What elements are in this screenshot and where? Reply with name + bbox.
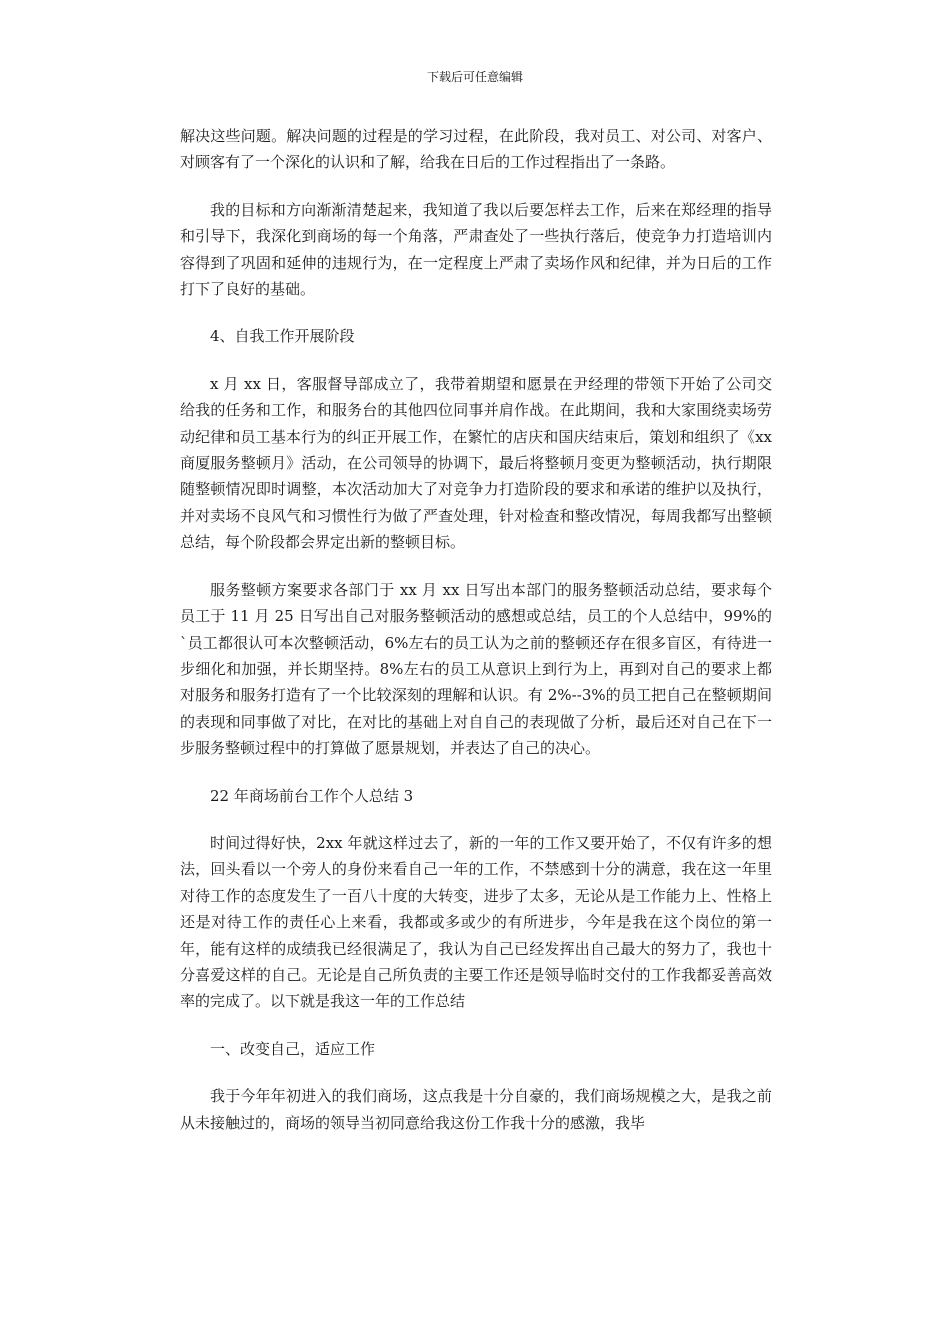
paragraph: x 月 xx 日，客服督导部成立了，我带着期望和愿景在尹经理的带领下开始了公司交给我的任务和工作，和服务台的其他四位同事并肩作战。在此期间，我和大家围绕卖场劳动纪律和员工基本行为的纠正开展工作，在繁忙的店庆和国庆结束后，策划和组织了《xx 商厦服务整顿月》活动，在公司领导的协调下，最后将整顿月变更为整顿活动，执行期限随整顿情况即时调整，本次活动加大了对竞争力打造阶段的要求和承诺的维护以及执行，并对卖场不良风气和习惯性行为做了严查处理，针对检查和整改情况，每周我都写出整顿总结，每个阶段都会界定出新的整顿目标。 (180, 374, 772, 552)
section-heading: 一、改变自己，适应工作 (210, 1039, 376, 1058)
section-heading: 22 年商场前台工作个人总结 3 (210, 786, 414, 805)
paragraph: 我于今年年初进入的我们商场，这点我是十分自豪的，我们商场规模之大，是我之前从未接触过的，商场的领导当初同意给我这份工作我十分的感激，我毕 (180, 1087, 772, 1132)
page-header (0, 68, 950, 85)
section-heading: 4、自我工作开展阶段 (210, 327, 355, 346)
header-title: 下载后可任意编辑 (426, 70, 523, 84)
document-body (180, 123, 772, 1157)
paragraph: 解决这些问题。解决问题的过程是的学习过程，在此阶段，我对员工、对公司、对客户、对顾客有了一个深化的认识和了解，给我在日后的工作过程指出了一条路。 (180, 127, 772, 172)
paragraph: 时间过得好快，2xx 年就这样过去了，新的一年的工作又要开始了，不仅有许多的想法，回头看以一个旁人的身份来看自己一年的工作，不禁感到十分的满意，我在这一年里对待工作的态度发生了一百八十度的大转变，进步了太多，无论从是工作能力上、性格上还是对待工作的责任心上来看，我都或多或少的有所进步，今年是我在这个岗位的第一年，能有这样的成绩我已经很满足了，我认为自己已经发挥出自己最大的努力了，我也十分喜爱这样的自己。无论是自己所负责的主要工作还是领导临时交付的工作我都妥善高效率的完成了。以下就是我这一年的工作总结 (180, 833, 772, 1011)
paragraph: 服务整顿方案要求各部门于 xx 月 xx 日写出本部门的服务整顿活动总结，要求每个员工于 11 月 25 日写出自己对服务整顿活动的感想或总结，员工的个人总结中，99%的`员工都很认可本次整顿活动，6%左右的员工认为之前的整顿还存在很多盲区，有待进一步细化和加强，并长期坚持。8%左右的员工从意识上到行为上，再到对自己的要求上都对服务和服务打造有了一个比较深刻的理解和认识。有 2%--3%的员工把自己在整顿期间的表现和同事做了对比，在对比的基础上对自自己的表现做了分析，最后还对自己在下一步服务整顿过程中的打算做了愿景规划，并表达了自己的决心。 (180, 580, 772, 758)
paragraph: 我的目标和方向渐渐清楚起来，我知道了我以后要怎样去工作，后来在郑经理的指导和引导下，我深化到商场的每一个角落，严肃查处了一些执行落后，使竞争力打造培训内容得到了巩固和延伸的违规行为，在一定程度上严肃了卖场作风和纪律，并为日后的工作打下了良好的基础。 (180, 200, 772, 299)
